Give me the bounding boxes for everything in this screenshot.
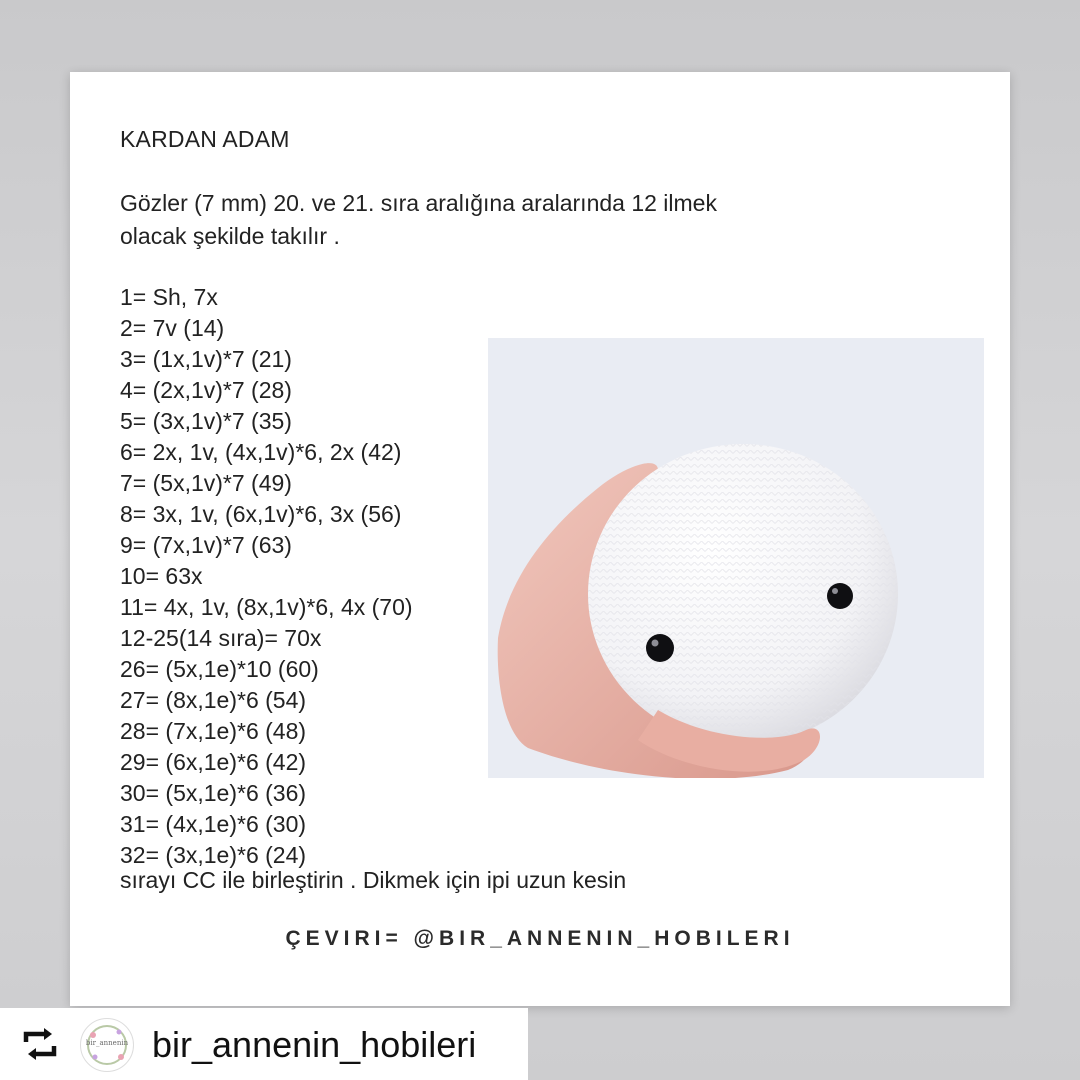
pattern-row: 2= 7v (14): [120, 315, 225, 341]
post-card: [70, 72, 1010, 1006]
pattern-row: 29= (6x,1e)*6 (42): [120, 749, 307, 775]
pattern-row: 30= (5x,1e)*6 (36): [120, 780, 307, 806]
pattern-row: 28= (7x,1e)*6 (48): [120, 718, 307, 744]
pattern-row: 9= (7x,1v)*7 (63): [120, 532, 292, 558]
pattern-row: 7= (5x,1v)*7 (49): [120, 470, 292, 496]
pattern-row: 4= (2x,1v)*7 (28): [120, 377, 292, 403]
pattern-row: 6= 2x, 1v, (4x,1v)*6, 2x (42): [120, 439, 402, 465]
intro-line: olacak şekilde takılır .: [120, 223, 340, 249]
pattern-row: 1= Sh, 7x: [120, 284, 218, 310]
avatar-text: bir_annenin: [85, 1039, 129, 1047]
repost-username[interactable]: bir_annenin_hobileri: [152, 1024, 477, 1065]
pattern-row: 10= 63x: [120, 563, 203, 589]
right-eye-shine: [832, 588, 838, 594]
avatar[interactable]: [80, 1018, 134, 1072]
pattern-row: 11= 4x, 1v, (8x,1v)*6, 4x (70): [120, 594, 413, 620]
snowman-head-photo: [488, 338, 984, 778]
pattern-row: 8= 3x, 1v, (6x,1v)*6, 3x (56): [120, 501, 402, 527]
pattern-title: KARDAN ADAM: [120, 126, 290, 152]
pattern-row: 12-25(14 sıra)= 70x: [120, 625, 322, 651]
pattern-row: 3= (1x,1v)*7 (21): [120, 346, 292, 372]
translation-credit: ÇEVIRI= @BIR_ANNENIN_HOBILERI: [285, 927, 795, 950]
pattern-row: 27= (8x,1e)*6 (54): [120, 687, 307, 713]
pattern-row: 5= (3x,1v)*7 (35): [120, 408, 292, 434]
pattern-intro: [120, 187, 840, 253]
pattern-row: 31= (4x,1e)*6 (30): [120, 811, 307, 837]
left-eye-shine: [652, 640, 659, 647]
pattern-row: 32= (3x,1e)*6 (24): [120, 842, 307, 868]
closing-note: sırayı CC ile birleştirin . Dikmek için ipi uzun kesin: [120, 867, 627, 893]
pattern-rows: [120, 282, 413, 871]
repost-bar: [0, 1008, 528, 1080]
repost-icon[interactable]: [20, 1026, 60, 1062]
right-eye: [827, 583, 853, 609]
pattern-row: 26= (5x,1e)*10 (60): [120, 656, 319, 682]
left-eye: [646, 634, 674, 662]
intro-line: Gözler (7 mm) 20. ve 21. sıra aralığına aralarında 12 ilmek: [120, 190, 717, 216]
